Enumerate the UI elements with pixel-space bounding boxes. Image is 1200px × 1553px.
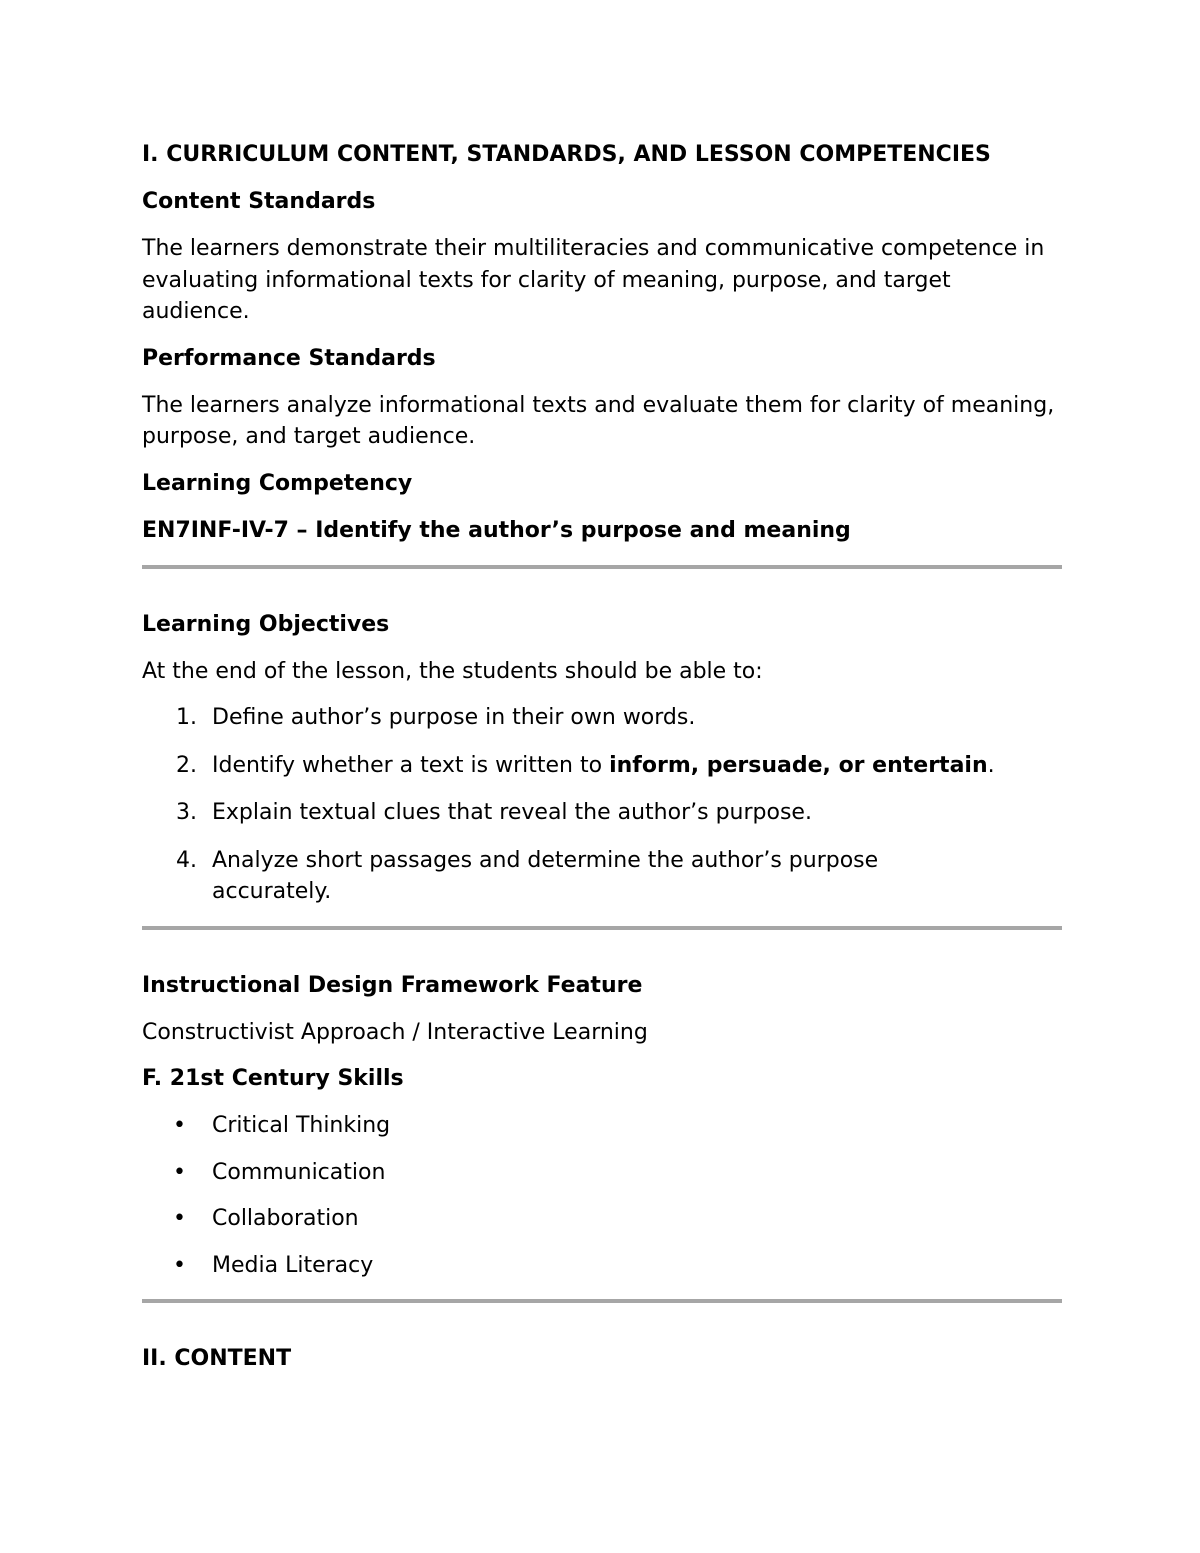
skill-text: Communication <box>212 1159 386 1185</box>
skill-text: Media Literacy <box>212 1252 374 1278</box>
objective-item <box>142 702 1062 734</box>
performance-standards-text: The learners analyze informational texts and evaluate them for clarity of meaning, purpose, and target audience. <box>142 392 1055 449</box>
objective-text-pre: Identify whether a text is written to <box>212 752 610 778</box>
skill-item <box>142 1250 1062 1282</box>
divider-rule <box>142 565 1062 569</box>
learning-objectives-heading: Learning Objectives <box>142 611 390 637</box>
section-2-title: II. CONTENT <box>142 1346 292 1371</box>
objective-item <box>142 845 1062 908</box>
divider-rule <box>142 1299 1062 1303</box>
document-body <box>142 139 1062 1375</box>
skill-item <box>142 1203 1062 1235</box>
list-number: 3. <box>176 800 197 825</box>
objective-text-post: . <box>987 752 995 778</box>
objectives-intro: At the end of the lesson, the students should be able to: <box>142 658 763 684</box>
objective-text-bold: inform, persuade, or entertain <box>609 752 988 778</box>
objective-text: Analyze short passages and determine the author’s purpose accurately. <box>212 847 879 904</box>
list-number: 2. <box>176 752 197 778</box>
content-standards-heading: Content Standards <box>142 189 376 214</box>
framework-text: Constructivist Approach / Interactive Learning <box>142 1019 648 1045</box>
list-number: 1. <box>176 705 197 730</box>
skill-item <box>142 1157 1062 1189</box>
skill-item <box>142 1110 1062 1142</box>
bullet-icon: • <box>173 1113 186 1138</box>
skills-heading: F. 21st Century Skills <box>142 1066 404 1091</box>
learning-competency-heading: Learning Competency <box>142 470 413 496</box>
divider-rule <box>142 926 1062 930</box>
objective-text: Explain textual clues that reveal the author’s purpose. <box>212 800 812 825</box>
objective-item <box>142 797 1062 829</box>
skill-text: Critical Thinking <box>212 1113 391 1138</box>
objective-text: Define author’s purpose in their own words. <box>212 705 696 730</box>
learning-competency-code: EN7INF-IV-7 – Identify the author’s purpose and meaning <box>142 517 851 543</box>
framework-heading: Instructional Design Framework Feature <box>142 972 643 998</box>
objectives-list <box>142 702 1062 908</box>
skills-list <box>142 1110 1062 1281</box>
content-standards-text: The learners demonstrate their multiliteracies and communicative competence in evaluating informational texts for clarity of meaning, purpose, and target audience. <box>142 236 1045 324</box>
bullet-icon: • <box>173 1206 186 1231</box>
bullet-icon: • <box>173 1159 186 1185</box>
section-1-title: I. CURRICULUM CONTENT, STANDARDS, AND LESSON COMPETENCIES <box>142 142 991 167</box>
objective-item <box>142 750 1062 782</box>
list-number: 4. <box>176 847 197 873</box>
skill-text: Collaboration <box>212 1206 359 1231</box>
bullet-icon: • <box>173 1252 186 1278</box>
performance-standards-heading: Performance Standards <box>142 345 436 371</box>
